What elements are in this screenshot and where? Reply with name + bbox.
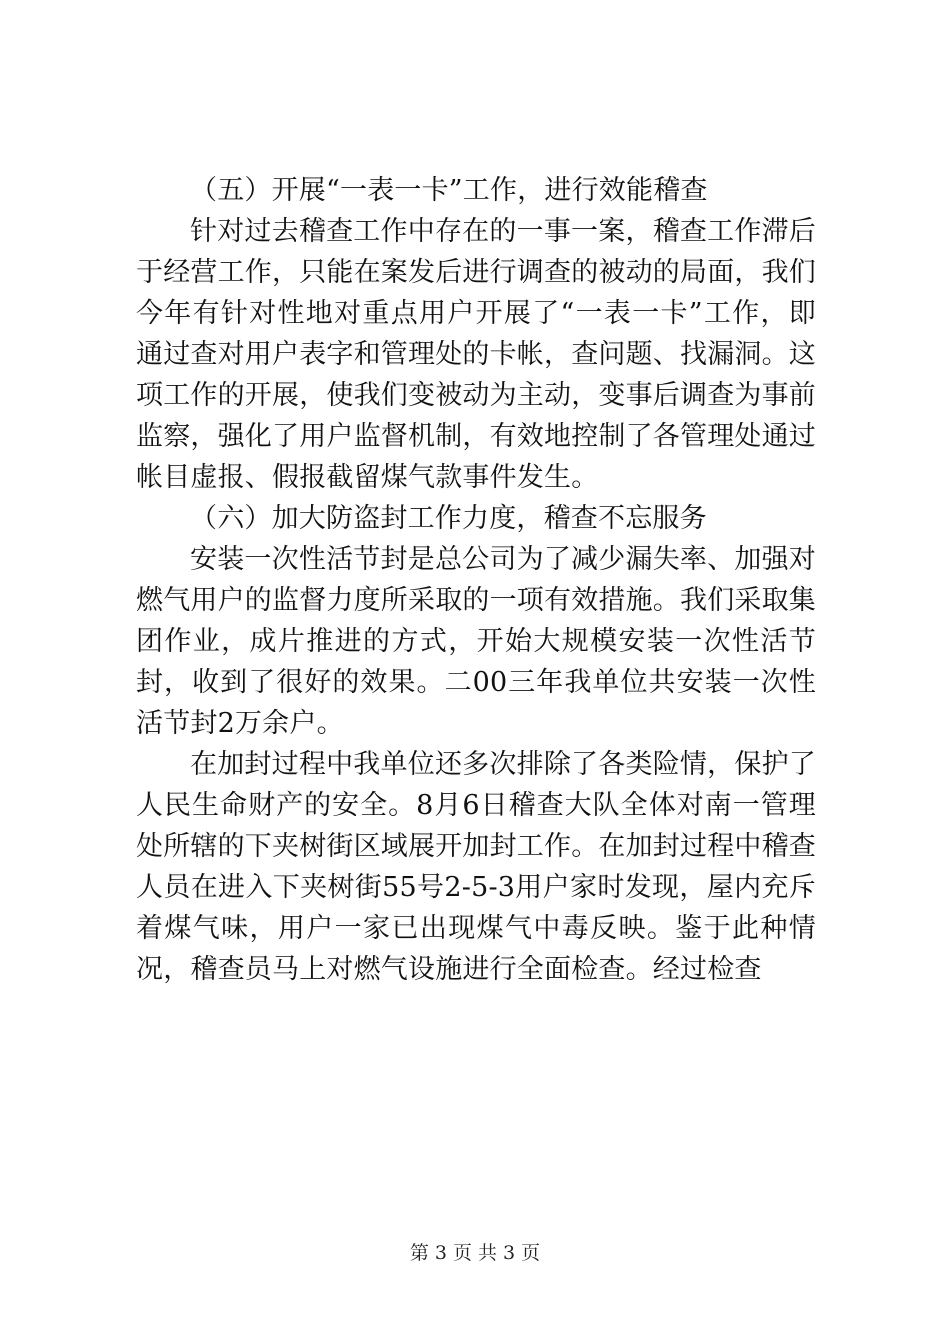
body-paragraph: 针对过去稽查工作中存在的一事一案，稽查工作滞后于经营工作，只能在案发后进行调查的被动的局面，我们今年有针对性地对重点用户开展了“一表一卡”工作，即通过查对用户表字和管理处的卡帐，查问题、找漏洞。这项工作的开展，使我们变被动为主动，变事后调查为事前监察，强化了用户监督机制，有效地控制了各管理处通过帐目虚报、假报截留煤气款事件发生。 xyxy=(136,216,816,493)
body-paragraph: 在加封过程中我单位还多次排除了各类险情，保护了人民生命财产的安全。8月6日稽查大队全体对南一管理处所辖的下夹树街区域展开加封工作。在加封过程中稽查人员在进入下夹树街55号2-5-3用户家时发现，屋内充斥着煤气味，用户一家已出现煤气中毒反映。鉴于此种情况，稽查员马上对燃气设施进行全面检查。经过检查 xyxy=(136,749,816,985)
document-body xyxy=(136,170,816,990)
body-paragraph: 安装一次性活节封是总公司为了减少漏失率、加强对燃气用户的监督力度所采取的一项有效措施。我们采取集团作业，成片推进的方式，开始大规模安装一次性活节封，收到了很好的效果。二00三年我单位共安装一次性活节封2万余户。 xyxy=(136,544,816,739)
page-number-footer: 第 3 页 共 3 页 xyxy=(409,1242,541,1264)
section-heading-five: （五）开展“一表一卡”工作，进行效能稽查 xyxy=(190,175,708,206)
section-heading-six: （六）加大防盗封工作力度，稽查不忘服务 xyxy=(190,503,707,534)
